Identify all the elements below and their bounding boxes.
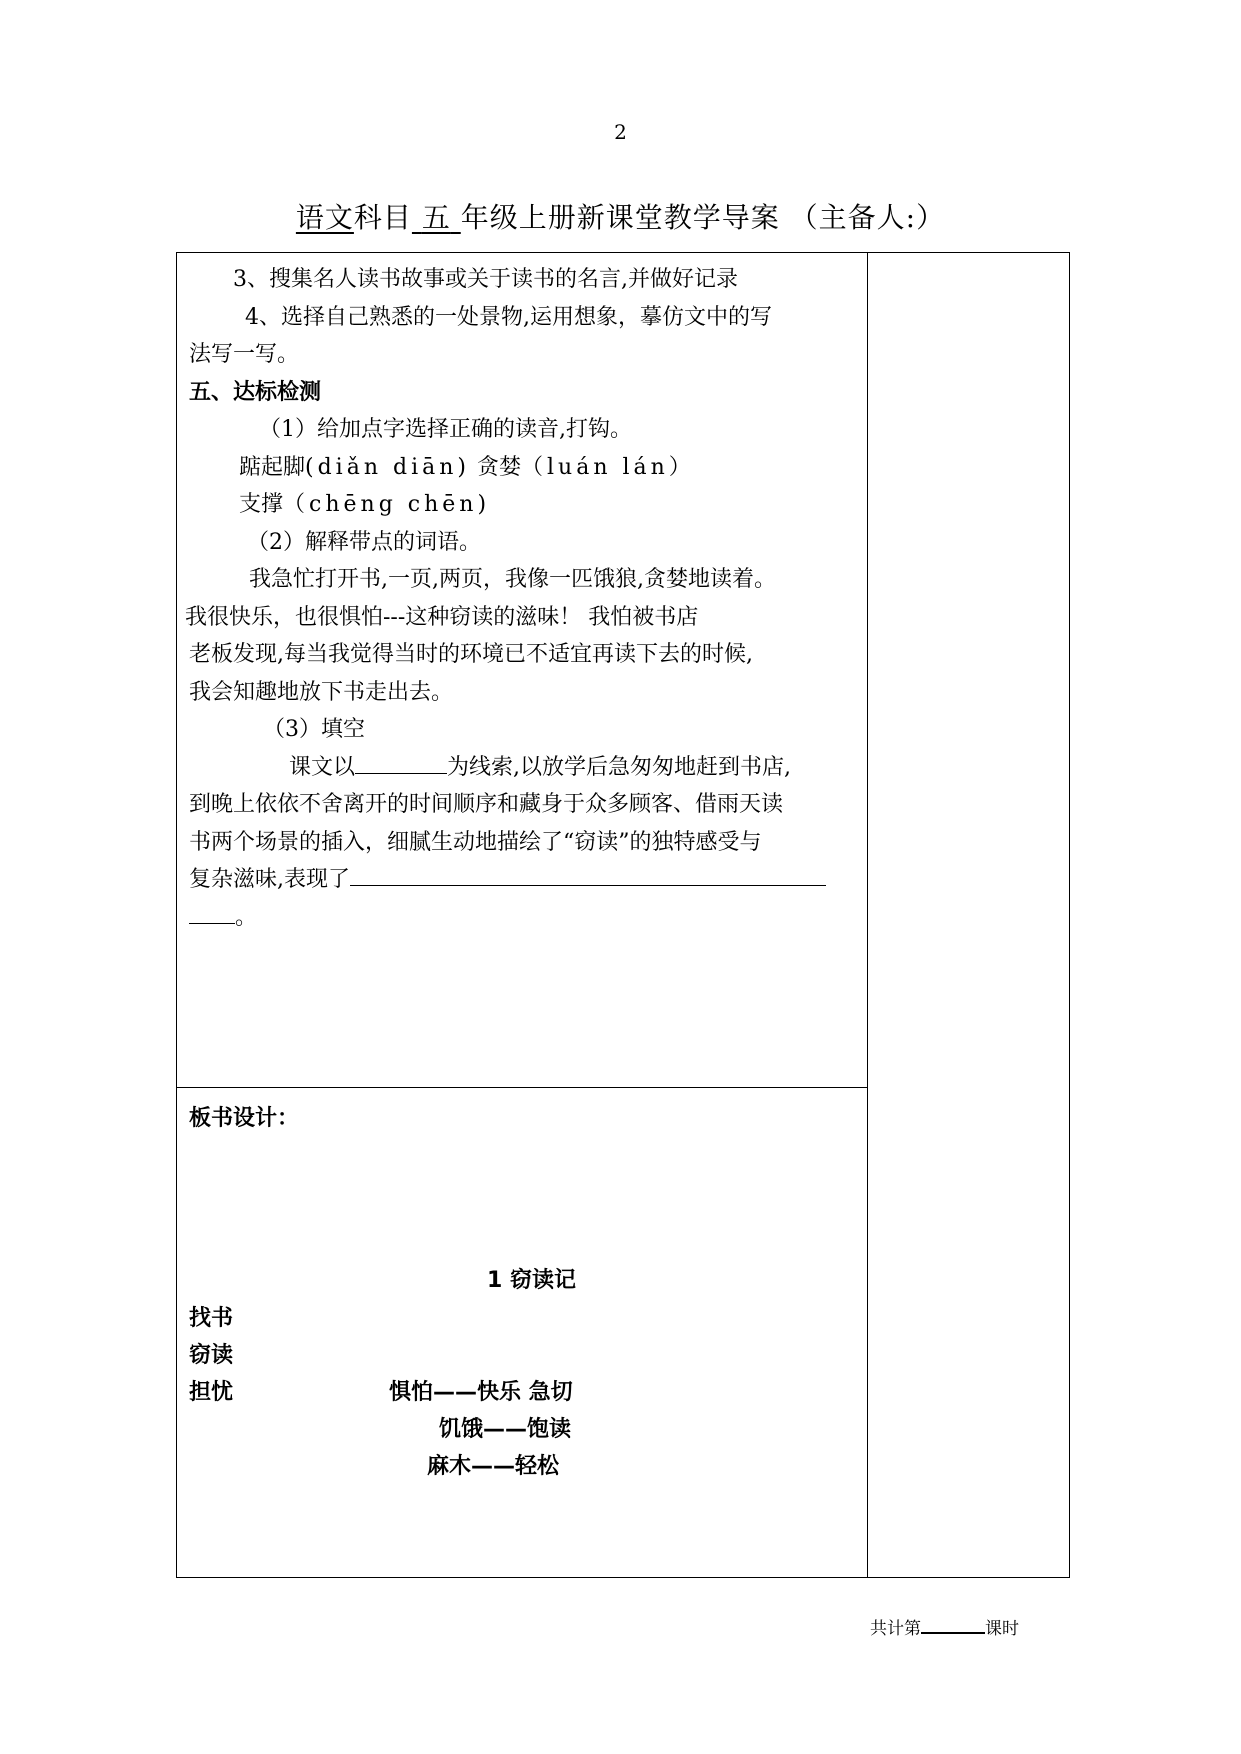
word-dianqijiao: 踮起脚 xyxy=(239,454,306,480)
item-4-line2: 法写一写。 xyxy=(189,342,300,367)
grade-field: 五 xyxy=(421,201,451,234)
fill-blank-2[interactable] xyxy=(350,884,826,886)
question-3-line5 xyxy=(189,899,859,937)
question-2-text-1: 我急忙打开书,一页,两页，我像一匹饿狼,贪婪地读着。 xyxy=(249,567,776,592)
lesson-table xyxy=(176,252,1070,1578)
question-2-title: （2）解释带点的词语。 xyxy=(247,529,481,555)
fill-prefix-2: 复杂滋味,表现了 xyxy=(189,867,350,892)
lesson-count xyxy=(870,1614,1019,1639)
board-row-find: 找书 xyxy=(189,1306,234,1331)
preparer-field: （主备人:） xyxy=(789,201,946,234)
section-5-title: 五、达标检测 xyxy=(189,379,322,405)
board-heading: 1 窃读记 xyxy=(487,1268,576,1293)
fill-blank-2-cont[interactable] xyxy=(189,922,235,924)
board-row-worry: 担忧 xyxy=(189,1380,234,1405)
question-3-line3: 书两个场景的插入，细腻生动地描绘了“窃读”的独特感受与 xyxy=(189,829,762,855)
lesson-content xyxy=(185,261,859,936)
question-2-text-4: 我会知趣地放下书走出去。 xyxy=(189,679,454,705)
question-3-title: （3）填空 xyxy=(263,717,365,742)
subject-field: 语文 xyxy=(295,201,354,234)
item-3: 3、搜集名人读书故事或关于读书的名言,并做好记录 xyxy=(233,267,738,292)
lesson-count-blank[interactable] xyxy=(921,1631,985,1634)
lesson-count-prefix: 共计第 xyxy=(870,1619,921,1639)
board-row-read: 窃读 xyxy=(189,1343,234,1368)
pinyin-options-1: (diǎn diān) xyxy=(305,454,470,480)
question-2-text-2: 我很快乐，也很惧怕---这种窃读的滋味！ 我怕被书店 xyxy=(185,604,699,630)
column-divider xyxy=(867,253,868,1577)
pinyin-options-3: （chēng chēn) xyxy=(283,492,491,517)
lesson-count-suffix: 课时 xyxy=(985,1619,1019,1639)
question-3-line1 xyxy=(189,749,859,787)
question-1-title: （1）给加点字选择正确的读音,打钩。 xyxy=(259,417,632,442)
period: 。 xyxy=(235,904,258,930)
question-3-line4 xyxy=(189,861,859,899)
question-3-line2: 到晚上依依不舍离开的时间顺序和藏身于众多顾客、借雨天读 xyxy=(189,792,784,817)
word-zhicheng: 支撑 xyxy=(239,492,284,517)
board-label: 板书设计： xyxy=(189,1106,300,1131)
board-row-emotion-2: 饥饿——饱读 xyxy=(439,1417,572,1442)
question-2-text-3: 老板发现,每当我觉得当时的环境已不适宜再读下去的时候, xyxy=(189,642,753,667)
fill-suffix: 为线索,以放学后急匆匆地赶到书店, xyxy=(447,754,792,780)
page-number: 2 xyxy=(614,120,627,144)
subject-suffix: 科目 xyxy=(353,201,412,234)
pinyin-options-2: （luán lán） xyxy=(521,454,695,480)
word-tanlan: 贪婪 xyxy=(476,454,521,480)
fill-blank-1[interactable] xyxy=(355,772,447,774)
page-title xyxy=(0,196,1241,236)
board-row-emotion-1: 惧怕——快乐 急切 xyxy=(389,1380,573,1405)
fill-prefix: 课文以 xyxy=(289,754,356,780)
board-row-emotion-3: 麻木——轻松 xyxy=(427,1454,560,1479)
row-divider xyxy=(177,1087,867,1088)
question-1-line1 xyxy=(189,449,859,487)
title-text: 年级上册新课堂教学导案 xyxy=(460,201,780,234)
item-4-line1: 4、选择自己熟悉的一处景物,运用想象，摹仿文中的写 xyxy=(245,304,772,330)
question-1-line2 xyxy=(189,486,859,524)
